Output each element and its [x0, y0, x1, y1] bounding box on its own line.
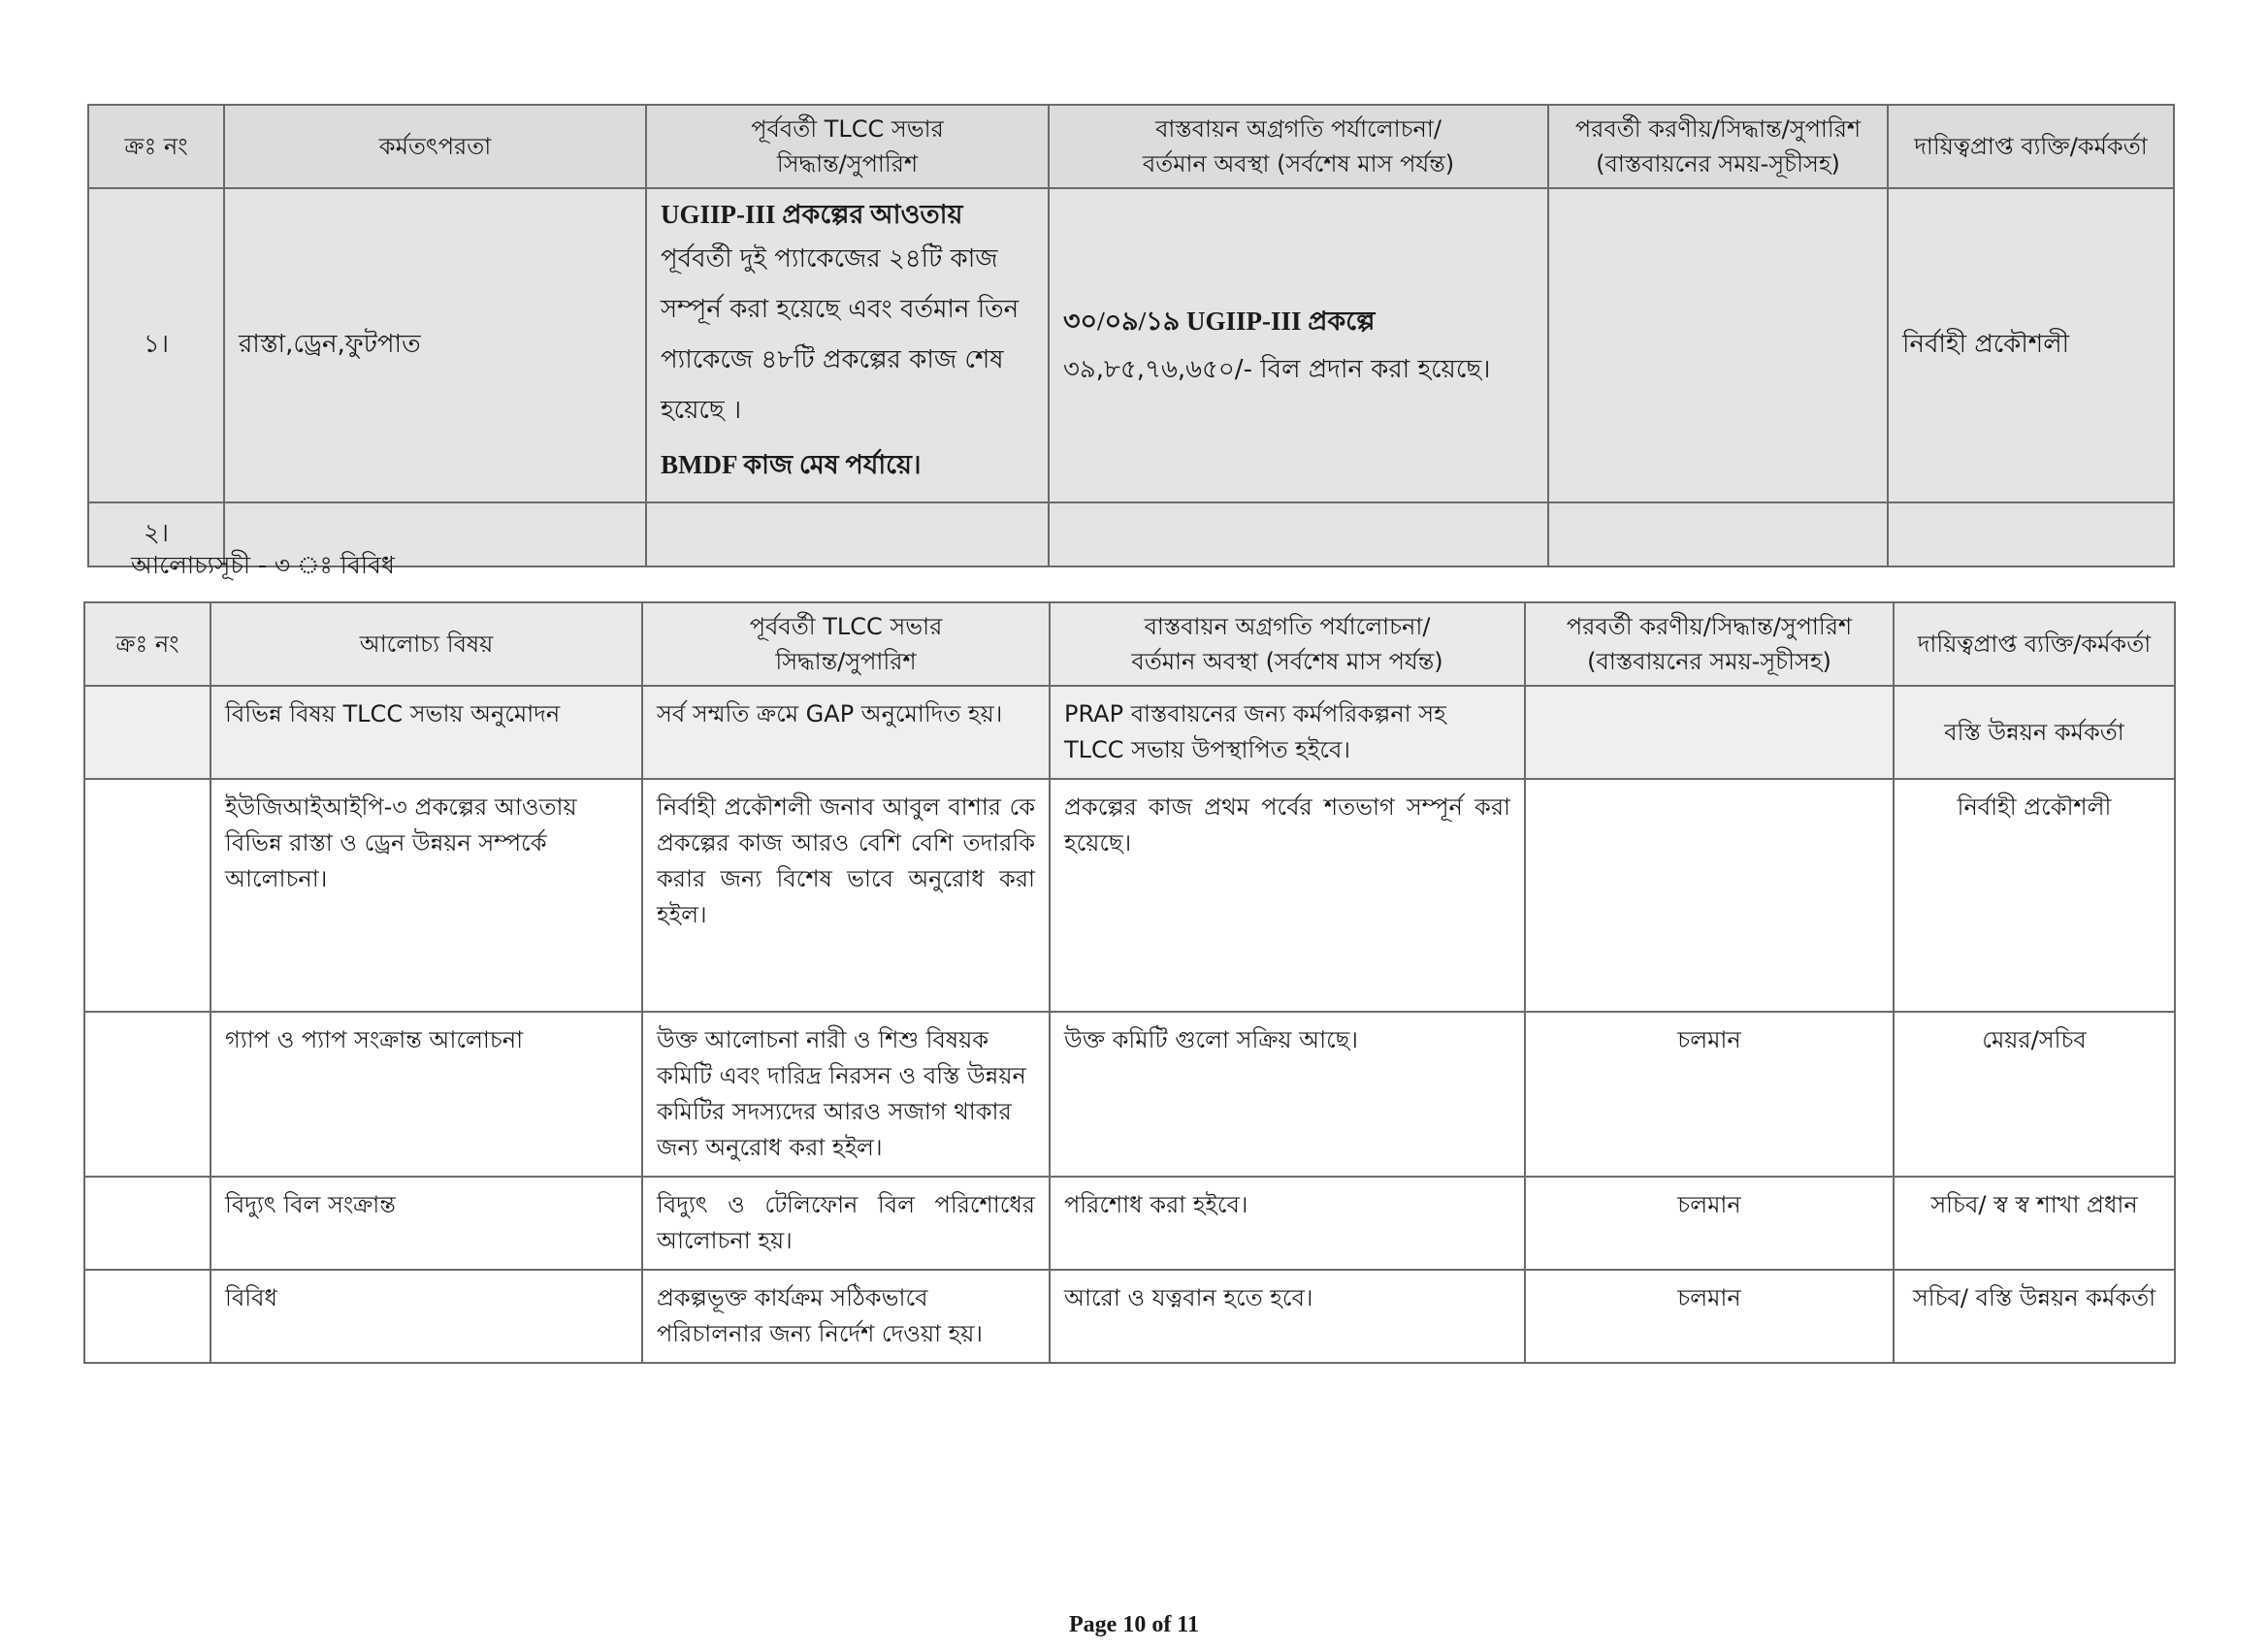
row-progress: আরো ও যত্নবান হতে হবে। [1050, 1270, 1525, 1363]
project-summary: পূর্ববর্তী দুই প্যাকেজের ২৪টি কাজ সম্পূর্ন করা হয়েছে এবং বর্তমান তিন প্যাকেজে ৪৮টি প্রকল্পের কাজ শেষ হয়েছে । [661, 244, 1020, 425]
table-header-row [84, 602, 2175, 686]
header-progress: বাস্তবায়ন অগ্রগতি পর্যালোচনা/ বর্তমান অবস্থা (সর্বশেষ মাস পর্যন্ত) [1049, 105, 1548, 188]
header-topic: আলোচ্য বিষয় [211, 602, 642, 686]
table-row [84, 779, 2175, 1012]
row-responsible: সচিব/ স্ব স্ব শাখা প্রধান [1894, 1177, 2175, 1270]
row-responsible: নির্বাহী প্রকৌশলী [1888, 188, 2174, 502]
table-row [88, 502, 2174, 566]
row-previous-decision [646, 502, 1049, 566]
row-topic: বিভিন্ন বিষয় TLCC সভায় অনুমোদন [211, 686, 642, 779]
agenda-caption: আলোচ্যসূচী - ৩ ঃ বিবিধ [131, 551, 395, 579]
header-previous-decision: পূর্ববর্তী TLCC সভার সিদ্ধান্ত/সুপারিশ [646, 105, 1049, 188]
row-progress: পরিশোধ করা হইবে। [1050, 1177, 1525, 1270]
row-progress: উক্ত কমিটি গুলো সক্রিয় আছে। [1050, 1012, 1525, 1177]
header-next-steps: পরবর্তী করণীয়/সিদ্ধান্ত/সুপারিশ (বাস্তবায়নের সময়-সূচীসহ) [1548, 105, 1888, 188]
header-responsible: দায়িত্বপ্রাপ্ত ব্যক্তি/কর্মকর্তা [1894, 602, 2175, 686]
project-title: UGIIP-III প্রকল্পের আওতায় [661, 200, 963, 229]
page-number: Page 10 of 11 [1069, 1612, 1199, 1637]
row-previous-decision: প্রকল্পভূক্ত কার্যক্রম সঠিকভাবে পরিচালনার জন্য নির্দেশ দেওয়া হয়। [642, 1270, 1050, 1363]
row-previous-decision: উক্ত আলোচনা নারী ও শিশু বিষয়ক কমিটি এবং দারিদ্র নিরসন ও বস্তি উন্নয়ন কমিটির সদস্যদের আরও সজাগ থাকার জন্য অনুরোধ করা হইল। [642, 1012, 1050, 1177]
row-progress: ৩০/০৯/১৯ UGIIP-III প্রকল্পে ৩৯,৮৫,৭৬,৬৫০/- বিল প্রদান করা হয়েছে। [1049, 188, 1548, 502]
row-serial [84, 1270, 211, 1363]
table-row [84, 1012, 2175, 1177]
row-topic: বিবিধ [211, 1270, 642, 1363]
row-next-steps [1548, 502, 1888, 566]
row-previous-decision [646, 188, 1049, 502]
row-responsible [1888, 502, 2174, 566]
header-responsible: দায়িত্বপ্রাপ্ত ব্যক্তি/কর্মকর্তা [1888, 105, 2174, 188]
row-previous-decision: নির্বাহী প্রকৌশলী জনাব আবুল বাশার কে প্রকল্পের কাজ আরও বেশি বেশি তদারকি করার জন্য বিশেষ ভাবে অনুরোধ করা হইল। [642, 779, 1050, 1012]
row-topic: গ্যাপ ও প্যাপ সংক্রান্ত আলোচনা [211, 1012, 642, 1177]
table-row [84, 686, 2175, 779]
row-serial [84, 686, 211, 779]
row-serial: ২। [88, 502, 224, 566]
header-serial: ক্রঃ নং [88, 105, 224, 188]
table-row [88, 188, 2174, 502]
header-activity: কর্মতৎপরতা [224, 105, 646, 188]
table-header-row [88, 105, 2174, 188]
row-next-steps: চলমান [1525, 1270, 1894, 1363]
row-serial [84, 779, 211, 1012]
row-progress: PRAP বাস্তবায়নের জন্য কর্মপরিকল্পনা সহ TLCC সভায় উপস্থাপিত হইবে। [1050, 686, 1525, 779]
table-row [84, 1270, 2175, 1363]
row-progress: প্রকল্পের কাজ প্রথম পর্বের শতভাগ সম্পূর্ন করা হয়েছে। [1050, 779, 1525, 1012]
header-previous-decision: পূর্ববর্তী TLCC সভার সিদ্ধান্ত/সুপারিশ [642, 602, 1050, 686]
row-activity: রাস্তা,ড্রেন,ফুটপাত [224, 188, 646, 502]
row-next-steps: চলমান [1525, 1012, 1894, 1177]
row-progress [1049, 502, 1548, 566]
table-row [84, 1177, 2175, 1270]
row-serial: ১। [88, 188, 224, 502]
row-next-steps [1548, 188, 1888, 502]
row-previous-decision: সর্ব সম্মতি ক্রমে GAP অনুমোদিত হয়। [642, 686, 1050, 779]
row-next-steps [1525, 686, 1894, 779]
row-next-steps: চলমান [1525, 1177, 1894, 1270]
row-next-steps [1525, 779, 1894, 1012]
row-serial [84, 1177, 211, 1270]
row-responsible: মেয়র/সচিব [1894, 1012, 2175, 1177]
row-serial [84, 1012, 211, 1177]
row-responsible: বস্তি উন্নয়ন কর্মকর্তা [1894, 686, 2175, 779]
header-progress: বাস্তবায়ন অগ্রগতি পর্যালোচনা/ বর্তমান অবস্থা (সর্বশেষ মাস পর্যন্ত) [1050, 602, 1525, 686]
row-previous-decision: বিদ্যুৎ ও টেলিফোন বিল পরিশোধের আলোচনা হয়। [642, 1177, 1050, 1270]
bmdf-status: BMDF কাজ মেষ পর্যায়ে। [661, 450, 922, 479]
row-topic: ইউজিআইআইপি-৩ প্রকল্পের আওতায় বিভিন্ন রাস্তা ও ড্রেন উন্নয়ন সম্পর্কে আলোচনা। [211, 779, 642, 1012]
header-serial: ক্রঃ নং [84, 602, 211, 686]
activity-table [87, 104, 2175, 567]
row-responsible: নির্বাহী প্রকৌশলী [1894, 779, 2175, 1012]
header-next-steps: পরবর্তী করণীয়/সিদ্ধান্ত/সুপারিশ (বাস্তবায়নের সময়-সূচীসহ) [1525, 602, 1894, 686]
row-topic: বিদ্যুৎ বিল সংক্রান্ত [211, 1177, 642, 1270]
misc-agenda-table [83, 601, 2176, 1364]
row-responsible: সচিব/ বস্তি উন্নয়ন কর্মকর্তা [1894, 1270, 2175, 1363]
